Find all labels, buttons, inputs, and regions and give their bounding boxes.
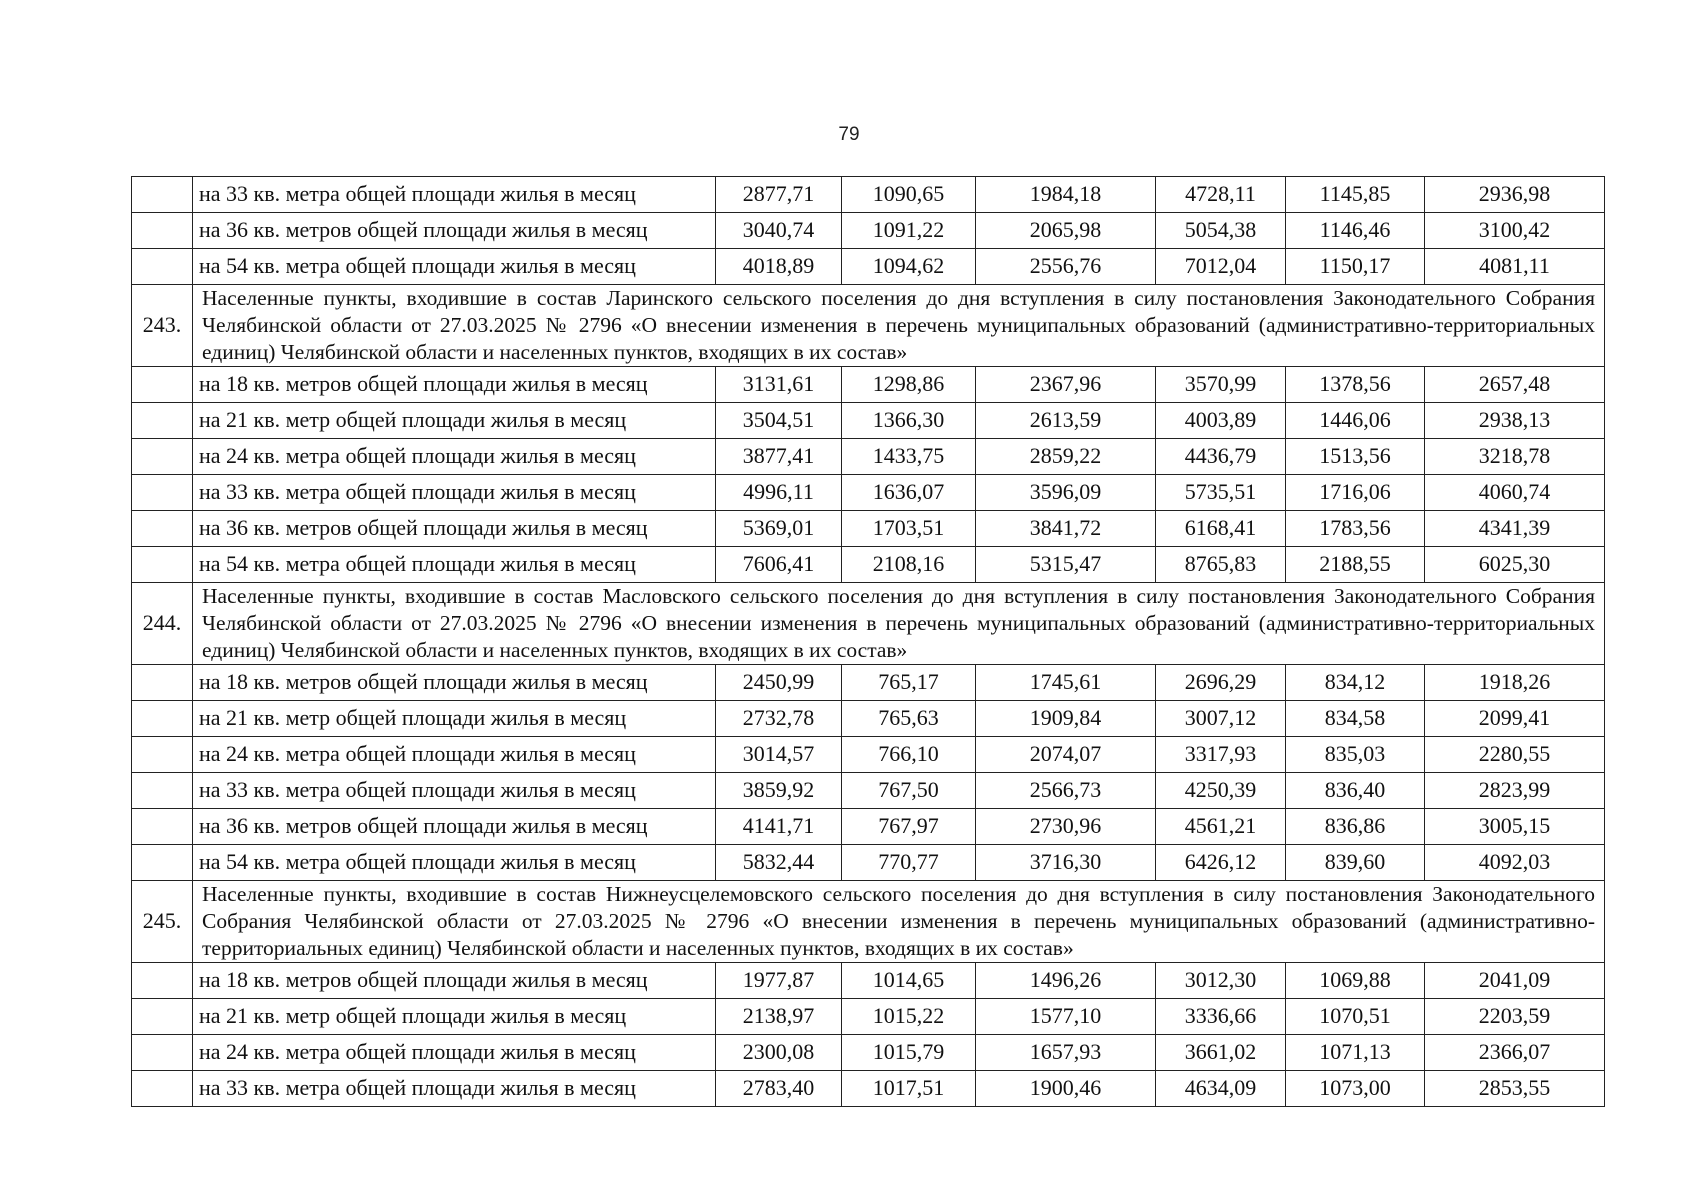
value-cell: 834,58	[1286, 701, 1425, 737]
tariff-table	[131, 176, 1605, 1107]
value-cell: 5735,51	[1156, 475, 1286, 511]
value-cell: 1090,65	[842, 177, 976, 213]
row-label: на 18 кв. метров общей площади жилья в месяц	[193, 367, 716, 403]
value-cell: 3007,12	[1156, 701, 1286, 737]
value-cell: 1716,06	[1286, 475, 1425, 511]
value-cell: 2367,96	[976, 367, 1156, 403]
row-number-cell	[132, 403, 193, 439]
value-cell: 1900,46	[976, 1071, 1156, 1107]
value-cell: 1145,85	[1286, 177, 1425, 213]
value-cell: 1636,07	[842, 475, 976, 511]
row-number-cell	[132, 665, 193, 701]
value-cell: 1378,56	[1286, 367, 1425, 403]
value-cell: 1150,17	[1286, 249, 1425, 285]
row-label: на 21 кв. метр общей площади жилья в месяц	[193, 999, 716, 1035]
value-cell: 1146,46	[1286, 213, 1425, 249]
value-cell: 770,77	[842, 845, 976, 881]
value-cell: 1433,75	[842, 439, 976, 475]
value-cell: 1909,84	[976, 701, 1156, 737]
row-label: на 54 кв. метра общей площади жилья в месяц	[193, 547, 716, 583]
value-cell: 839,60	[1286, 845, 1425, 881]
value-cell: 836,40	[1286, 773, 1425, 809]
value-cell: 1366,30	[842, 403, 976, 439]
row-number-cell	[132, 177, 193, 213]
value-cell: 1091,22	[842, 213, 976, 249]
table-row	[132, 701, 1605, 737]
value-cell: 6025,30	[1425, 547, 1605, 583]
group-description: Населенные пункты, входившие в состав Нижнеусцелемовского сельского поселения до дня вступления в силу постановления Законодательного Собрания Челябинской области от 27.03.2025 № 2796 «О внесении изменения в перечень муниципальных образований (административно-территориальных единиц) Челябинской области и населенных пунктов, входящих в их состав»	[193, 881, 1605, 963]
value-cell: 3504,51	[716, 403, 842, 439]
row-number-cell	[132, 511, 193, 547]
value-cell: 4141,71	[716, 809, 842, 845]
row-number-cell	[132, 547, 193, 583]
table-row	[132, 547, 1605, 583]
table-row	[132, 1071, 1605, 1107]
table-row	[132, 403, 1605, 439]
table-row	[132, 999, 1605, 1035]
value-cell: 5315,47	[976, 547, 1156, 583]
group-description: Населенные пункты, входившие в состав Ларинского сельского поселения до дня вступления в силу постановления Законодательного Собрания Челябинской области от 27.03.2025 № 2796 «О внесении изменения в перечень муниципальных образований (административно-территориальных единиц) Челябинской области и населенных пунктов, входящих в их состав»	[193, 285, 1605, 367]
row-label: на 24 кв. метра общей площади жилья в месяц	[193, 1035, 716, 1071]
value-cell: 1070,51	[1286, 999, 1425, 1035]
value-cell: 4728,11	[1156, 177, 1286, 213]
group-number: 244.	[132, 583, 193, 665]
row-label: на 18 кв. метров общей площади жилья в месяц	[193, 963, 716, 999]
value-cell: 2613,59	[976, 403, 1156, 439]
value-cell: 2188,55	[1286, 547, 1425, 583]
value-cell: 3014,57	[716, 737, 842, 773]
value-cell: 1014,65	[842, 963, 976, 999]
value-cell: 3596,09	[976, 475, 1156, 511]
row-label: на 36 кв. метров общей площади жилья в месяц	[193, 213, 716, 249]
table-row	[132, 439, 1605, 475]
value-cell: 6426,12	[1156, 845, 1286, 881]
value-cell: 4250,39	[1156, 773, 1286, 809]
row-number-cell	[132, 439, 193, 475]
row-label: на 33 кв. метра общей площади жилья в месяц	[193, 177, 716, 213]
value-cell: 5832,44	[716, 845, 842, 881]
value-cell: 2783,40	[716, 1071, 842, 1107]
value-cell: 4996,11	[716, 475, 842, 511]
value-cell: 765,63	[842, 701, 976, 737]
value-cell: 4561,21	[1156, 809, 1286, 845]
value-cell: 765,17	[842, 665, 976, 701]
value-cell: 1783,56	[1286, 511, 1425, 547]
value-cell: 3841,72	[976, 511, 1156, 547]
row-label: на 54 кв. метра общей площади жилья в месяц	[193, 845, 716, 881]
table-row	[132, 367, 1605, 403]
value-cell: 2936,98	[1425, 177, 1605, 213]
value-cell: 1015,79	[842, 1035, 976, 1071]
value-cell: 1069,88	[1286, 963, 1425, 999]
row-label: на 21 кв. метр общей площади жилья в месяц	[193, 701, 716, 737]
value-cell: 4081,11	[1425, 249, 1605, 285]
value-cell: 1918,26	[1425, 665, 1605, 701]
row-number-cell	[132, 809, 193, 845]
value-cell: 1657,93	[976, 1035, 1156, 1071]
value-cell: 767,50	[842, 773, 976, 809]
table-row	[132, 1035, 1605, 1071]
value-cell: 4060,74	[1425, 475, 1605, 511]
value-cell: 3877,41	[716, 439, 842, 475]
table-row	[132, 809, 1605, 845]
value-cell: 8765,83	[1156, 547, 1286, 583]
row-label: на 24 кв. метра общей площади жилья в месяц	[193, 737, 716, 773]
group-description: Населенные пункты, входившие в состав Масловского сельского поселения до дня вступления в силу постановления Законодательного Собрания Челябинской области от 27.03.2025 № 2796 «О внесении изменения в перечень муниципальных образований (административно-территориальных единиц) Челябинской области и населенных пунктов, входящих в их состав»	[193, 583, 1605, 665]
page-number: 79	[838, 124, 860, 145]
value-cell: 3570,99	[1156, 367, 1286, 403]
value-cell: 2041,09	[1425, 963, 1605, 999]
table-row	[132, 177, 1605, 213]
value-cell: 834,12	[1286, 665, 1425, 701]
value-cell: 1071,13	[1286, 1035, 1425, 1071]
value-cell: 1745,61	[976, 665, 1156, 701]
value-cell: 3859,92	[716, 773, 842, 809]
row-number-cell	[132, 701, 193, 737]
value-cell: 2450,99	[716, 665, 842, 701]
value-cell: 2730,96	[976, 809, 1156, 845]
value-cell: 2108,16	[842, 547, 976, 583]
value-cell: 2366,07	[1425, 1035, 1605, 1071]
table-row	[132, 511, 1605, 547]
row-number-cell	[132, 963, 193, 999]
row-number-cell	[132, 999, 193, 1035]
value-cell: 2823,99	[1425, 773, 1605, 809]
row-label: на 54 кв. метра общей площади жилья в месяц	[193, 249, 716, 285]
value-cell: 3336,66	[1156, 999, 1286, 1035]
row-label: на 36 кв. метров общей площади жилья в месяц	[193, 809, 716, 845]
row-number-cell	[132, 773, 193, 809]
value-cell: 1073,00	[1286, 1071, 1425, 1107]
row-label: на 24 кв. метра общей площади жилья в месяц	[193, 439, 716, 475]
value-cell: 4436,79	[1156, 439, 1286, 475]
value-cell: 5054,38	[1156, 213, 1286, 249]
group-header-row	[132, 583, 1605, 665]
value-cell: 3100,42	[1425, 213, 1605, 249]
value-cell: 1446,06	[1286, 403, 1425, 439]
value-cell: 4003,89	[1156, 403, 1286, 439]
row-label: на 33 кв. метра общей площади жилья в месяц	[193, 475, 716, 511]
row-number-cell	[132, 367, 193, 403]
value-cell: 2203,59	[1425, 999, 1605, 1035]
value-cell: 1496,26	[976, 963, 1156, 999]
value-cell: 836,86	[1286, 809, 1425, 845]
row-label: на 33 кв. метра общей площади жилья в месяц	[193, 773, 716, 809]
group-header-row	[132, 881, 1605, 963]
value-cell: 3040,74	[716, 213, 842, 249]
value-cell: 3218,78	[1425, 439, 1605, 475]
value-cell: 3131,61	[716, 367, 842, 403]
value-cell: 1015,22	[842, 999, 976, 1035]
value-cell: 2938,13	[1425, 403, 1605, 439]
value-cell: 4341,39	[1425, 511, 1605, 547]
value-cell: 1017,51	[842, 1071, 976, 1107]
value-cell: 1703,51	[842, 511, 976, 547]
value-cell: 2657,48	[1425, 367, 1605, 403]
value-cell: 2099,41	[1425, 701, 1605, 737]
value-cell: 4018,89	[716, 249, 842, 285]
row-number-cell	[132, 249, 193, 285]
value-cell: 3012,30	[1156, 963, 1286, 999]
table-row	[132, 845, 1605, 881]
value-cell: 1577,10	[976, 999, 1156, 1035]
table-row	[132, 475, 1605, 511]
value-cell: 1298,86	[842, 367, 976, 403]
value-cell: 1984,18	[976, 177, 1156, 213]
table-row	[132, 963, 1605, 999]
value-cell: 2074,07	[976, 737, 1156, 773]
value-cell: 2138,97	[716, 999, 842, 1035]
group-header-row	[132, 285, 1605, 367]
value-cell: 3661,02	[1156, 1035, 1286, 1071]
value-cell: 7606,41	[716, 547, 842, 583]
table-body	[132, 177, 1605, 1107]
value-cell: 3716,30	[976, 845, 1156, 881]
value-cell: 2065,98	[976, 213, 1156, 249]
value-cell: 6168,41	[1156, 511, 1286, 547]
row-number-cell	[132, 1071, 193, 1107]
row-number-cell	[132, 1035, 193, 1071]
row-number-cell	[132, 737, 193, 773]
row-number-cell	[132, 213, 193, 249]
value-cell: 2696,29	[1156, 665, 1286, 701]
value-cell: 7012,04	[1156, 249, 1286, 285]
row-label: на 21 кв. метр общей площади жилья в месяц	[193, 403, 716, 439]
value-cell: 1094,62	[842, 249, 976, 285]
value-cell: 2556,76	[976, 249, 1156, 285]
row-label: на 36 кв. метров общей площади жилья в месяц	[193, 511, 716, 547]
value-cell: 3317,93	[1156, 737, 1286, 773]
group-number: 243.	[132, 285, 193, 367]
table-row	[132, 249, 1605, 285]
value-cell: 767,97	[842, 809, 976, 845]
value-cell: 3005,15	[1425, 809, 1605, 845]
value-cell: 2280,55	[1425, 737, 1605, 773]
value-cell: 4634,09	[1156, 1071, 1286, 1107]
value-cell: 1977,87	[716, 963, 842, 999]
value-cell: 2859,22	[976, 439, 1156, 475]
value-cell: 1513,56	[1286, 439, 1425, 475]
value-cell: 2566,73	[976, 773, 1156, 809]
value-cell: 5369,01	[716, 511, 842, 547]
value-cell: 2853,55	[1425, 1071, 1605, 1107]
table-row	[132, 773, 1605, 809]
row-label: на 18 кв. метров общей площади жилья в месяц	[193, 665, 716, 701]
table-row	[132, 665, 1605, 701]
value-cell: 766,10	[842, 737, 976, 773]
row-number-cell	[132, 475, 193, 511]
value-cell: 4092,03	[1425, 845, 1605, 881]
table-row	[132, 737, 1605, 773]
value-cell: 2877,71	[716, 177, 842, 213]
table-row	[132, 213, 1605, 249]
value-cell: 835,03	[1286, 737, 1425, 773]
row-number-cell	[132, 845, 193, 881]
group-number: 245.	[132, 881, 193, 963]
value-cell: 2300,08	[716, 1035, 842, 1071]
value-cell: 2732,78	[716, 701, 842, 737]
row-label: на 33 кв. метра общей площади жилья в месяц	[193, 1071, 716, 1107]
